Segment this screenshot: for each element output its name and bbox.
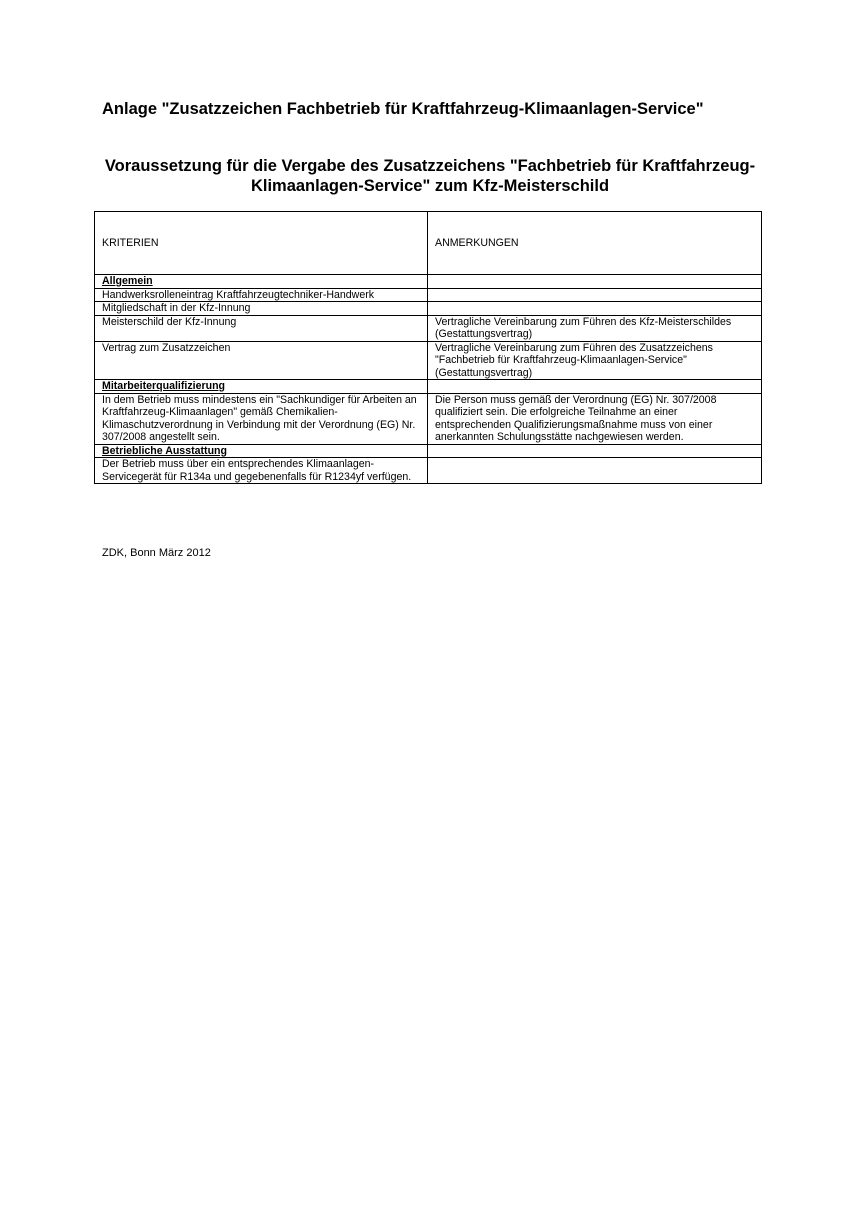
- document-footer: ZDK, Bonn März 2012: [102, 547, 211, 559]
- remark-cell: Vertragliche Vereinbarung zum Führen des Zusatzzeichens "Fachbetrieb für Kraftfahrzeug-Klimaanlagen-Service" (Gestattungsvertrag): [428, 341, 762, 380]
- remark-cell: [428, 380, 762, 394]
- remark-cell: [428, 458, 762, 484]
- criteria-table: [94, 211, 762, 484]
- remark-cell: [428, 275, 762, 289]
- section-heading: Mitarbeiterqualifizierung: [95, 380, 428, 394]
- table-header-row: [95, 212, 762, 275]
- table-section-row: [95, 275, 762, 289]
- section-heading: Allgemein: [95, 275, 428, 289]
- criterion-cell: Meisterschild der Kfz-Innung: [95, 315, 428, 341]
- criterion-cell: Der Betrieb muss über ein entsprechendes Klimaanlagen-Servicegerät für R134a und gegebenenfalls für R1234yf verfügen.: [95, 458, 428, 484]
- table-section-row: [95, 380, 762, 394]
- criterion-cell: Vertrag zum Zusatzzeichen: [95, 341, 428, 380]
- document-subtitle: Voraussetzung für die Vergabe des Zusatzzeichens "Fachbetrieb für Kraftfahrzeug-Klimaanlagen-Service" zum Kfz-Meisterschild: [104, 157, 756, 195]
- table-row: [95, 393, 762, 444]
- criterion-cell: In dem Betrieb muss mindestens ein "Sachkundiger für Arbeiten an Kraftfahrzeug-Klimaanlagen" gemäß Chemikalien-Klimaschutzverordnung in Verbindung mit der Verordnung (EG) Nr. 307/2008 angestellt sein.: [95, 393, 428, 444]
- criterion-cell: Handwerksrolleneintrag Kraftfahrzeugtechniker-Handwerk: [95, 288, 428, 302]
- table-row: [95, 315, 762, 341]
- remark-cell: [428, 444, 762, 458]
- header-kriterien: KRITERIEN: [95, 212, 428, 275]
- table-row: [95, 302, 762, 316]
- remark-cell: Die Person muss gemäß der Verordnung (EG) Nr. 307/2008 qualifiziert sein. Die erfolgreiche Teilnahme an einer entsprechenden Qualifizierungsmaßnahme muss von einer anerkannten Schulungsstätte nachgewiesen werden.: [428, 393, 762, 444]
- table-section-row: [95, 444, 762, 458]
- criterion-cell: Mitgliedschaft in der Kfz-Innung: [95, 302, 428, 316]
- section-heading: Betriebliche Ausstattung: [95, 444, 428, 458]
- header-anmerkungen: ANMERKUNGEN: [428, 212, 762, 275]
- table-row: [95, 288, 762, 302]
- remark-cell: [428, 302, 762, 316]
- table-row: [95, 341, 762, 380]
- remark-cell: Vertragliche Vereinbarung zum Führen des Kfz-Meisterschildes (Gestattungsvertrag): [428, 315, 762, 341]
- remark-cell: [428, 288, 762, 302]
- table-row: [95, 458, 762, 484]
- document-title: Anlage "Zusatzzeichen Fachbetrieb für Kraftfahrzeug-Klimaanlagen-Service": [102, 100, 704, 118]
